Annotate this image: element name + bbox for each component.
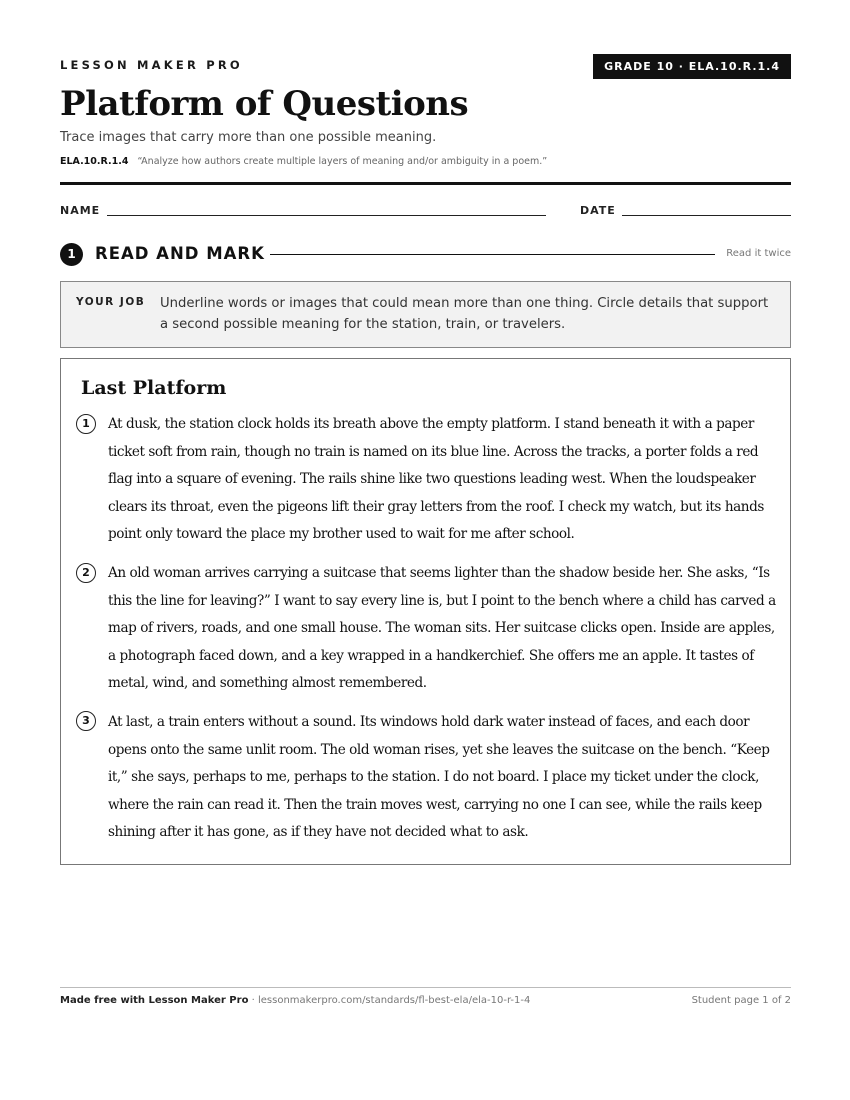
name-field[interactable] <box>107 215 546 216</box>
stanza-1: At dusk, the station clock holds its breath above the empty platform. I stand beneath it with a paper ticket soft from rain, though no train is named on its blue line. Across the tracks, a porter folds a red flag into a square of evening. The rails shine like two questions leading west. When the loudspeaker clears its throat, even the pigeons lift their gray letters from the roof. I check my watch, but its hands point only toward the place my brother used to wait for me after school. <box>108 416 764 542</box>
standard-code: ELA.10.R.1.4 <box>60 156 129 167</box>
header-divider <box>60 182 791 185</box>
footer-page-number: Student page 1 of 2 <box>691 995 791 1006</box>
grade-badge: GRADE 10 · ELA.10.R.1.4 <box>593 54 791 79</box>
standard-quote: “Analyze how authors create multiple layers of meaning and/or ambiguity in a poem.” <box>137 156 548 167</box>
your-job-box <box>60 281 791 348</box>
date-label: DATE <box>580 204 616 217</box>
stanza-2: An old woman arrives carrying a suitcase that seems lighter than the shadow beside her. She asks, “Is this the line for leaving?” I want to say every line is, but I point to the bench where a child has carved a map of rivers, roads, and one small house. The woman sits. Her suitcase clicks open. Inside are apples, a photograph faced down, and a key wrapped in a handkerchief. She offers me an apple. It tastes of metal, wind, and something almost remembered. <box>108 565 776 691</box>
poem-title: Last Platform <box>81 377 227 399</box>
footer-url[interactable]: · lessonmakerpro.com/standards/fl-best-ela/ela-10-r-1-4 <box>248 995 531 1006</box>
section-divider <box>270 254 715 255</box>
page-title: Platform of Questions <box>60 84 469 124</box>
stanza-3: At last, a train enters without a sound. Its windows hold dark water instead of faces, and each door opens onto the same unlit room. The old woman rises, yet she leaves the suitcase on the bench. “Keep it,” she says, perhaps to me, perhaps to the station. I do not board. I place my ticket under the clock, where the rain can read it. Then the train moves west, carrying no one I can see, while the rails keep shining after it has gone, as if they have not decided what to ask. <box>108 714 770 840</box>
date-field[interactable] <box>622 215 791 216</box>
section-note: Read it twice <box>726 248 791 259</box>
stanza-number-1: 1 <box>76 414 96 434</box>
your-job-instructions: Underline words or images that could mean more than one thing. Circle details that support a second possible meaning for the station, train, or travelers. <box>160 296 769 332</box>
section-title: READ AND MARK <box>95 244 265 263</box>
brand-name: LESSON MAKER PRO <box>60 58 243 72</box>
worksheet-page <box>60 0 791 1100</box>
stanza-number-3: 3 <box>76 711 96 731</box>
footer-divider <box>60 987 791 988</box>
poem-box <box>60 358 791 865</box>
standard-line <box>60 156 547 167</box>
step-number-badge: 1 <box>60 243 83 266</box>
stanza-number-2: 2 <box>76 563 96 583</box>
footer-made-with: Made free with Lesson Maker Pro <box>60 995 249 1006</box>
page-subtitle: Trace images that carry more than one possible meaning. <box>60 130 437 145</box>
your-job-label: YOUR JOB <box>76 296 146 308</box>
footer-credit <box>60 995 530 1006</box>
name-label: NAME <box>60 204 101 217</box>
